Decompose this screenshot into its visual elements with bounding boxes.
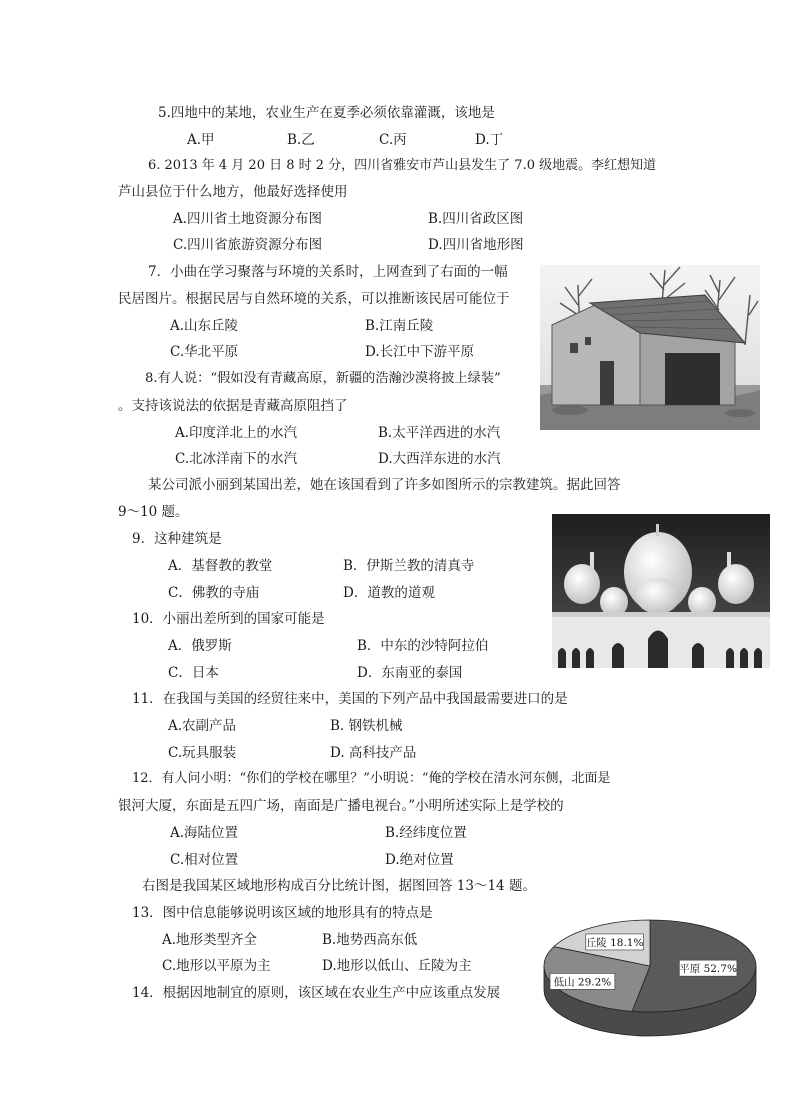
q6-stem-line2: 芦山县位于什么地方，他最好选择使用 <box>118 184 348 200</box>
q9-stem: 9．这种建筑是 <box>132 531 222 547</box>
q9-10-intro-line2: 9～10 题。 <box>118 504 189 520</box>
q9-10-intro-line1: 某公司派小丽到某国出差，她在该国看到了许多如图所示的宗教建筑。据此回答 <box>148 477 621 493</box>
q10-option-d: D．东南亚的泰国 <box>357 665 463 681</box>
q7-option-b: B.江南丘陵 <box>365 318 434 334</box>
q8-option-c: C.北冰洋南下的水汽 <box>175 451 298 467</box>
q10-option-c: C．日本 <box>168 665 219 681</box>
q10-stem: 10．小丽出差所到的国家可能是 <box>132 611 325 627</box>
mosque-photo <box>552 514 770 668</box>
terrain-pie-chart <box>540 914 765 1044</box>
q12-option-c: C.相对位置 <box>170 852 239 868</box>
q13-stem: 13．图中信息能够说明该区域的地形具有的特点是 <box>132 905 433 921</box>
q5-option-d: D.丁 <box>475 132 504 148</box>
q11-option-c: C.玩具服装 <box>168 745 237 761</box>
q8-option-a: A.印度洋北上的水汽 <box>175 425 298 441</box>
q6-option-c: C.四川省旅游资源分布图 <box>173 237 323 253</box>
q7-option-a: A.山东丘陵 <box>170 318 239 334</box>
q8-stem-line2: 。支持该说法的依据是青藏高原阻挡了 <box>118 398 348 414</box>
q6-option-d: D.四川省地形图 <box>428 237 524 253</box>
q13-option-b: B.地势西高东低 <box>322 932 418 948</box>
q5-option-a: A.甲 <box>187 132 215 148</box>
q12-stem-line1: 12．有人问小明：“你们的学校在哪里？”小明说：“俺的学校在清水河东侧，北面是 <box>132 771 611 786</box>
q7-option-d: D.长江中下游平原 <box>365 344 475 360</box>
q12-option-a: A.海陆位置 <box>170 825 239 841</box>
rural-house-photo <box>540 265 760 430</box>
pie-chart-svg <box>540 914 765 1044</box>
q7-stem-line1: 7．小曲在学习聚落与环境的关系时，上网查到了右面的一幅 <box>148 264 508 280</box>
q12-option-d: D.绝对位置 <box>385 852 454 868</box>
q9-option-b: B．伊斯兰教的清真寺 <box>343 558 475 574</box>
q14-stem: 14．根据因地制宜的原则，该区域在农业生产中应该重点发展 <box>132 985 501 1001</box>
q6-option-b: B.四川省政区图 <box>428 211 524 227</box>
q8-option-b: B.太平洋西进的水汽 <box>378 425 501 441</box>
q5-stem: 5.四地中的某地，农业生产在夏季必须依靠灌溉，该地是 <box>158 105 495 121</box>
q11-option-a: A.农副产品 <box>168 718 237 734</box>
pie-label-2: 丘陵 18.1% <box>585 936 644 949</box>
q13-option-d: D.地形以低山、丘陵为主 <box>322 958 472 974</box>
q5-option-c: C.丙 <box>379 132 407 148</box>
q6-option-a: A.四川省土地资源分布图 <box>173 211 323 227</box>
q11-option-d: D. 高科技产品 <box>330 745 417 761</box>
q8-stem-line1: 8.有人说：“假如没有青藏高原，新疆的浩瀚沙漠将披上绿装” <box>145 371 501 386</box>
q6-stem-line1: 6. 2013 年 4 月 20 日 8 时 2 分，四川省雅安市芦山县发生了 7.0 级地震。李红想知道 <box>148 158 657 173</box>
rural-house-illustration <box>540 265 760 430</box>
q12-stem-line2: 银河大厦，东面是五四广场，南面是广播电视台。”小明所述实际上是学校的 <box>118 798 564 814</box>
q11-stem: 11．在我国与美国的经贸往来中，美国的下列产品中我国最需要进口的是 <box>132 691 568 707</box>
mosque-illustration <box>552 514 770 668</box>
q9-option-d: D．道教的道观 <box>343 585 435 601</box>
q12-option-b: B.经纬度位置 <box>385 825 467 841</box>
q11-option-b: B. 钢铁机械 <box>330 718 403 734</box>
q9-option-c: C．佛教的寺庙 <box>168 585 260 601</box>
q7-stem-line2: 民居图片。根据民居与自然环境的关系，可以推断该民居可能位于 <box>118 291 510 307</box>
pie-label-1: 低山 29.2% <box>553 976 612 989</box>
pie-label-0: 平原 52.7% <box>679 963 737 976</box>
q5-option-b: B.乙 <box>287 132 315 148</box>
q13-option-a: A.地形类型齐全 <box>162 932 258 948</box>
q9-option-a: A．基督教的教堂 <box>168 558 273 574</box>
q7-option-c: C.华北平原 <box>170 344 239 360</box>
q13-14-intro: 右图是我国某区域地形构成百分比统计图，据图回答 13～14 题。 <box>142 878 536 894</box>
q10-option-b: B．中东的沙特阿拉伯 <box>357 638 489 654</box>
q13-option-c: C.地形以平原为主 <box>162 958 271 974</box>
q8-option-d: D.大西洋东进的水汽 <box>378 451 501 467</box>
q10-option-a: A．俄罗斯 <box>168 638 232 654</box>
